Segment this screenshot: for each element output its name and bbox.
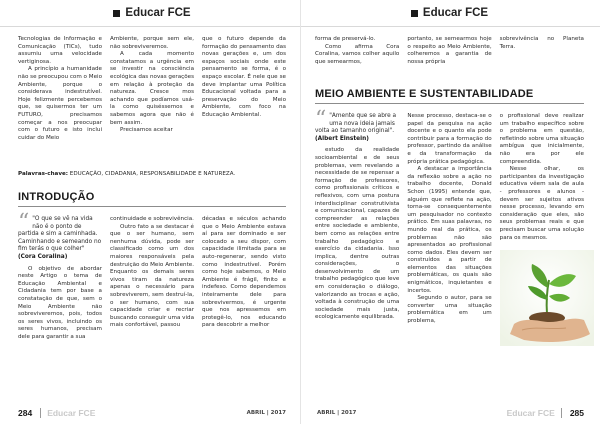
- running-header: [18, 0, 286, 26]
- paragraph: Tecnologias de Informação e Comunicação (TICs), tudo assumiu uma velocidade vertiginosa.: [18, 36, 102, 65]
- text-column: [407, 36, 491, 84]
- footer-magazine-name: Educar FCE: [47, 408, 96, 418]
- quote-text: "O que se vê na vida não é o ponto de partida e sim a caminhada. Caminhando e semeando no fim terás o que colher": [18, 216, 102, 253]
- quote-mark-icon: “: [315, 107, 327, 132]
- right-page: [300, 0, 600, 424]
- magazine-title: Educar FCE: [125, 7, 191, 19]
- paragraph: estudo da realidade socioambiental e de seus problemas, vem revelando a necessidade de se repensar a formação de professores, como profissionais críticos e reflexivos, com uma postura interdisciplinar construtivista e comunicacional, capazes de compreender as relações entre sociedade e ambiente, bem como as relações entre trabalho pedagógico e exercício da cidadania. Isso implica, dentre outras considerações, o desenvolvimento de um trabalho pedagógico que leve em consideração o diálogo, valorizando as trocas e ação, voltada à construção de uma sociedade mais justa, ecologicamente equilibrada.: [315, 147, 400, 321]
- paragraph: Segundo o autor, para se converter uma situação problemática em um problema,: [407, 295, 492, 325]
- body-columns: [315, 107, 584, 346]
- text-column: [18, 36, 102, 168]
- magazine-title: Educar FCE: [422, 7, 489, 19]
- page-number: 284: [18, 408, 33, 418]
- keywords-text: EDUCAÇÃO, CIDADANIA, RESPONSABILIDADE E NATUREZA.: [69, 171, 236, 177]
- seedling-in-hand-icon: [500, 250, 594, 346]
- paragraph: O objetivo de abordar neste Artigo o tema de Educação Ambiental e Cidadania tem por base a constatação de que, sem o Meio Ambiente não sobreviveremos, pois, todos os seres vivos, incluindo os seres humanos, precisam dele para garantir a sua: [18, 265, 102, 340]
- text-column: [202, 36, 286, 168]
- paragraph: A destacar a importância da reflexão sobre a ação no trabalho docente, Donald Schon (1995) entende que, alguém que reflete na ação, torna-se consequentemente um pesquisador no contexto prático. Em suas palavras, no mundo real da prática, os problemas não são apresentados ao profissional como dados. Eles devem ser construídos a partir de elementos das situações problemáticas, os quais são enigmáticos, inquietantes e incertos.: [407, 166, 492, 294]
- paragraph: A cada momento constatamos a urgência em se investir na consciência ecológica das novas gerações em relação à proteção da natureza. Cresce mos achando que podíamos usá-la como quiséssemos e sabemos agora que não é bem assim.: [110, 51, 194, 126]
- quote-mark-icon: “: [18, 210, 30, 235]
- quote-text: "Amente que se abre a uma nova ideia jamais volta ao tamanho original".: [315, 113, 397, 135]
- paragraph: décadas e séculos achando que o Meio Ambiente estava aí para ser dominado e ser colocado a seu dispor, com capacidade ilimitada para se auto-regenerar, sendo visto como indestrutível. Porém como hoje sabemos, o Meio Ambiente é frágil, finito e indefeso. Como dependemos inteiramente dele para sobrevivermos, é urgente que nos apressemos em protegê-lo, nos educando para descobrir a melhor: [202, 216, 286, 329]
- quote-author: (Albert Einstein): [315, 135, 369, 142]
- footer-separator: [561, 408, 562, 418]
- footer-magazine-name: Educar FCE: [506, 408, 555, 418]
- page-footer: [0, 402, 300, 424]
- intro-abstract-columns: [18, 36, 286, 168]
- text-column: [407, 113, 491, 346]
- paragraph: Como afirma Cora Coralina, vamos colher aquilo que semearmos,: [315, 43, 400, 65]
- section-title-meio-ambiente: MEIO AMBIENTE E SUSTENTABILIDADE: [315, 88, 584, 104]
- page-number: 285: [569, 408, 584, 418]
- paragraph: Nesse processo, destaca-se o papel da pesquisa na ação docente e o quanto ela pode contribuir para a formação do professor, partindo da análise e da transformação da própria prática pedagógica.: [407, 113, 492, 165]
- footer-separator: [40, 408, 41, 418]
- running-header: [315, 0, 584, 26]
- text-column: [315, 107, 400, 346]
- quote-author: (Cora Coralina): [18, 253, 68, 260]
- text-column: [18, 210, 102, 342]
- issue-date: ABRIL | 2017: [317, 410, 357, 416]
- paragraph: A princípio a humanidade não se preocupou com o Meio Ambiente, porque o considerava indestrutível. Hoje felizmente percebemos que, se quisermos ter um FUTURO, precisamos começar a nos preocupar com o futuro e isto inclui cuidar do Meio: [18, 66, 102, 141]
- paragraph: que o futuro depende da formação do pensamento das novas gerações e, um dos espaços sociais onde este pensamento se forma, é o espaço escolar. É nele que se deve implantar uma Política Educacional voltada para a preservação do Meio Ambiente, com foco na Educação Ambiental.: [202, 36, 286, 118]
- paragraph: Outro fato a se destacar é que o ser humano, sem nenhuma dúvida, pode ser classificado como um dos maiores responsáveis pela destruição do Meio Ambiente. Enquanto os demais seres vivos tiram da natureza apenas o necessário para sobreviverem, sem destruí-la, o ser humano, com sua capacidade criar e recriar buscando conseguir uma vida mais confortável, passou: [110, 223, 194, 329]
- text-column: [500, 113, 584, 346]
- text-column: [110, 36, 194, 168]
- seedling-in-hand-photo: [500, 250, 594, 346]
- introduction-columns: [18, 210, 286, 342]
- paragraph: Ambiente, porque sem ele, não sobreviveremos.: [110, 36, 194, 50]
- epigraph-quote: [18, 210, 102, 262]
- header-square-icon: [411, 10, 418, 17]
- paragraph: Precisamos aceitar: [120, 127, 173, 134]
- paragraph: portanto, se semearmos hoje o respeito ao Meio Ambiente, colheremos a garantia de nossa própria: [407, 36, 492, 65]
- page-footer: [301, 402, 600, 424]
- section-title-introducao: INTRODUÇÃO: [18, 191, 286, 207]
- text-column: [202, 216, 286, 342]
- text-column: [315, 36, 399, 84]
- keywords-line: [18, 171, 286, 177]
- paragraph: sobrevivência no Planeta Terra.: [499, 36, 584, 50]
- header-rule: [301, 26, 600, 27]
- keywords-label: Palavras-chave:: [18, 171, 68, 177]
- paragraph: continuidade e sobrevivência.: [110, 216, 194, 222]
- header-rule: [0, 26, 300, 27]
- text-column: [500, 36, 584, 84]
- paragraph: o profissional deve realizar um trabalho específico sobre o problema em questão, refletindo sobre uma situação ambígua que inicialmente, não era por ele compreendida.: [499, 113, 584, 165]
- header-square-icon: [113, 10, 120, 17]
- paragraph: forma de preservá-lo.: [315, 36, 376, 42]
- issue-date: ABRIL | 2017: [246, 410, 286, 416]
- paragraph: Nesse olhar, os participantes da investigação educativa vêem sala de aula - professores e alunos - devem ser sujeitos ativos nesse processo, levando em consideração que eles, são seus problemas reais e que precisam buscar uma solução para os mesmos.: [499, 166, 584, 241]
- epigraph-quote: [315, 107, 399, 143]
- text-column: [110, 216, 194, 342]
- continuation-columns: [315, 36, 584, 84]
